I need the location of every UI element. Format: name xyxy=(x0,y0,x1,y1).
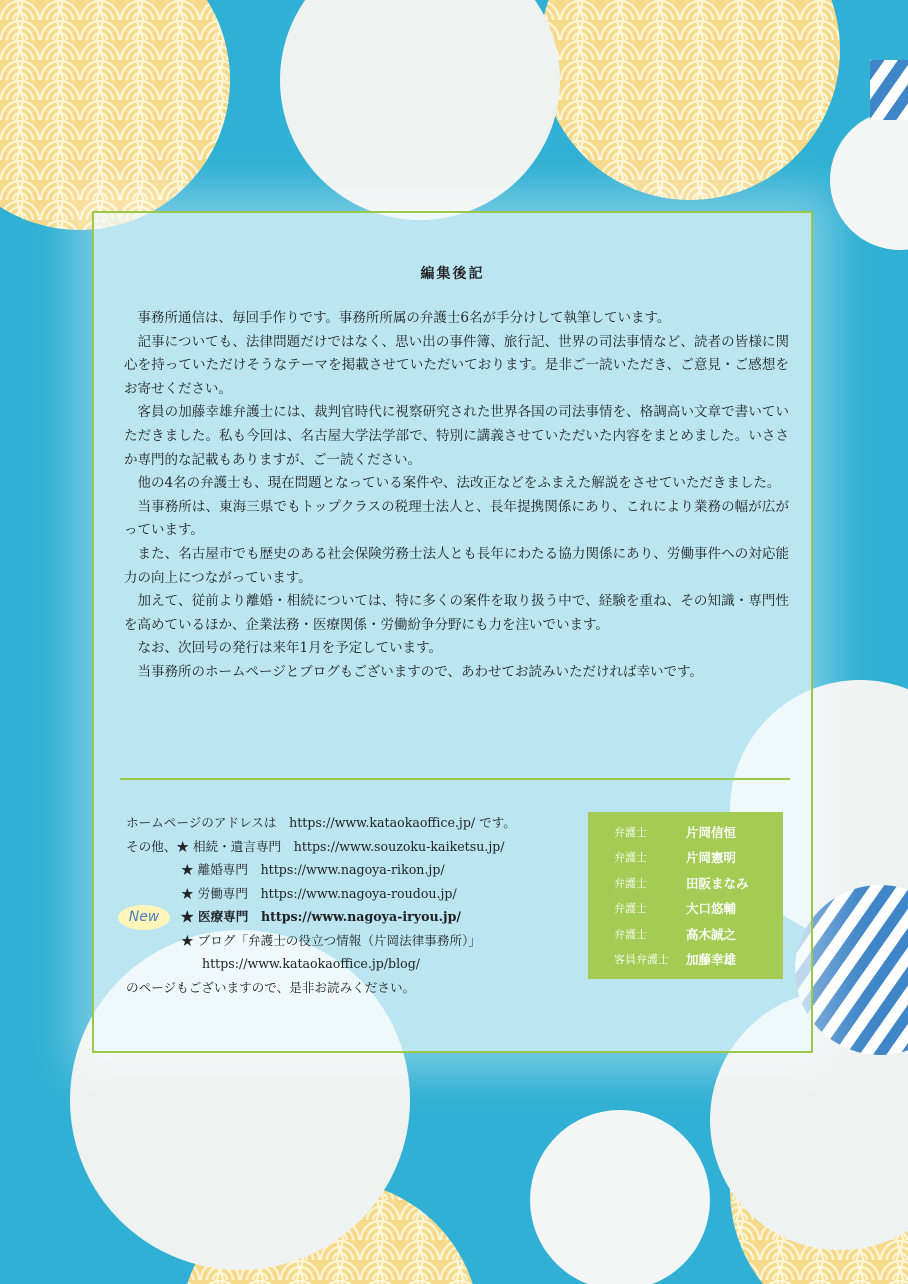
editorial-panel xyxy=(92,211,813,1053)
lawyer-name: 大口悠輔 xyxy=(686,901,737,917)
lawyer-row xyxy=(588,896,783,922)
link-souzoku[interactable]: ★ 相続・遺言専門 https://www.souzoku-kaiketsu.jp/ xyxy=(176,838,505,854)
lawyer-role: 弁護士 xyxy=(614,876,647,890)
lawyer-role: 客員弁護士 xyxy=(614,953,669,967)
lawyer-name: 片岡信恒 xyxy=(686,824,737,840)
other-prefix: その他、 xyxy=(126,838,177,854)
link-blog[interactable]: ★ ブログ「弁護士の役立つ情報（片岡法律事務所）」 xyxy=(181,932,481,948)
closing-line: のページもございますので、是非お読みください。 xyxy=(126,979,416,995)
lawyer-row xyxy=(588,845,783,871)
lawyer-row xyxy=(588,921,783,947)
paragraph: 他の4名の弁護士も、現在問題となっている案件や、法改正などをふまえた解説をさせていただきました。 xyxy=(137,475,781,492)
lawyer-row xyxy=(588,947,783,973)
paragraph: なお、次回号の発行は来年1月を予定しています。 xyxy=(137,640,443,657)
lawyer-name: 加藤幸雄 xyxy=(686,952,737,968)
paragraph: 当事務所は、東海三県でもトップクラスの税理士法人と、長年提携関係にあり、これにより業務の幅が広がっています。 xyxy=(124,498,789,539)
page-title: 編集後記 xyxy=(420,266,485,282)
lawyer-row xyxy=(588,870,783,896)
divider xyxy=(120,778,790,780)
paragraph: 加えて、従前より離婚・相続については、特に多くの案件を取り扱う中で、経験を重ね、その知識・専門性を高めているほか、企業法務・医療関係・労働紛争分野にも力を注いでいます。 xyxy=(124,593,789,633)
lawyer-role: 弁護士 xyxy=(614,851,647,865)
lawyer-list xyxy=(588,812,783,979)
link-iryou[interactable]: ★ 医療専門 https://www.nagoya-iryou.jp/ xyxy=(181,909,461,924)
lawyer-role: 弁護士 xyxy=(614,825,647,839)
lawyer-name: 片岡憲明 xyxy=(686,850,737,866)
editorial-body xyxy=(124,307,789,685)
lawyer-role: 弁護士 xyxy=(614,927,647,941)
lawyer-role: 弁護士 xyxy=(614,902,647,916)
paragraph: 事務所通信は、毎回手作りです。事務所所属の弁護士6名が手分けして執筆しています。 xyxy=(137,310,671,326)
link-roudou[interactable]: ★ 労働専門 https://www.nagoya-roudou.jp/ xyxy=(181,885,457,901)
lawyer-row xyxy=(588,819,783,845)
blog-url[interactable]: https://www.kataokaoffice.jp/blog/ xyxy=(202,956,421,971)
link-rikon[interactable]: ★ 離婚専門 https://www.nagoya-rikon.jp/ xyxy=(181,862,445,877)
lawyer-name: 高木誠之 xyxy=(686,926,737,942)
links-section xyxy=(126,811,516,999)
paragraph: 記事についても、法律問題だけではなく、思い出の事件簿、旅行記、世界の司法事情など、読者の皆様に関心を持っていただけそうなテーマを掲載させていただいております。是非ご一読いただき、ご意見・ご感想をお寄せください。 xyxy=(124,333,789,397)
paragraph: また、名古屋市でも歴史のある社会保険労務士法人とも長年にわたる協力関係にあり、労働事件への対応能力の向上につながっています。 xyxy=(124,545,789,586)
lawyer-name: 田阪まなみ xyxy=(686,875,749,891)
paragraph: 当事務所のホームページとブログもございますので、あわせてお読みいただければ幸いです。 xyxy=(137,663,703,680)
paragraph: 客員の加藤幸雄弁護士には、裁判官時代に視察研究された世界各国の司法事情を、格調高い文章で書いていただきました。私も今回は、名古屋大学法学部で、特別に講義させていただいた内容をまとめました。いささか専門的な記載もありますが、ご一読ください。 xyxy=(124,404,789,468)
homepage-line[interactable]: ホームページのアドレスは https://www.kataokaoffice.jp/ です。 xyxy=(126,815,516,830)
new-badge: New xyxy=(118,905,170,930)
